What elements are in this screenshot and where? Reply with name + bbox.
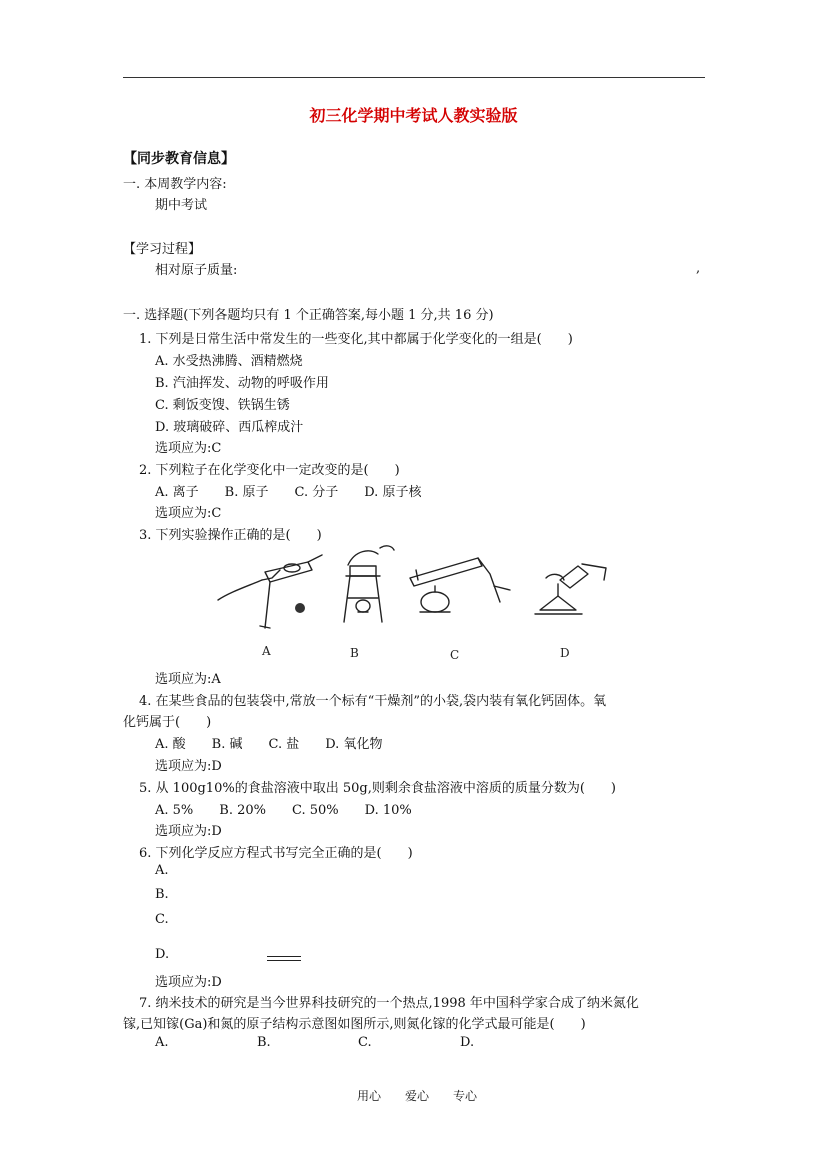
question-6-stem: 6. 下列化学反应方程式书写完全正确的是( ): [139, 846, 413, 861]
question-6-option-c: C.: [155, 912, 169, 927]
document-title: 初三化学期中考试人教实验版: [309, 106, 518, 125]
section-process-heading: 【学习过程】: [123, 242, 202, 257]
question-5-answer: 选项应为:D: [155, 824, 222, 839]
question-5-stem: 5. 从 100g10%的食盐溶液中取出 50g,则剩余食盐溶液中溶质的质量分数为( ): [139, 781, 616, 796]
content-value: 期中考试: [155, 198, 208, 213]
figure-a-test-tube: [218, 555, 322, 628]
question-6-option-b: B.: [155, 887, 169, 902]
question-2-options: A. 离子 B. 原子 C. 分子 D. 原子核: [155, 485, 422, 500]
question-7-option-a: A.: [155, 1035, 169, 1050]
question-1-option-c: C. 剩饭变馊、铁锅生锈: [155, 398, 290, 413]
question-7-stem-line1: 7. 纳米技术的研究是当今世界科技研究的一个热点,1998 年中国科学家合成了纳米氮化: [139, 996, 639, 1011]
question-7-option-b: B.: [257, 1035, 271, 1050]
question-5-options: A. 5% B. 20% C. 50% D. 10%: [155, 803, 412, 818]
question-6-option-a: A.: [155, 863, 169, 878]
figure-c-alcohol-lamp: [410, 558, 510, 612]
atomic-mass-trailing: ,: [696, 261, 701, 276]
question-2-stem: 2. 下列粒子在化学变化中一定改变的是( ): [139, 463, 400, 478]
figure-label-a: A: [262, 644, 271, 658]
question-7-stem-line2: 镓,已知镓(Ga)和氮的原子结构示意图如图所示,则氮化镓的化学式最可能是( ): [123, 1017, 586, 1032]
question-6-answer: 选项应为:D: [155, 975, 222, 990]
content-line: 一. 本周教学内容:: [123, 177, 227, 192]
atomic-mass-label: 相对原子质量:: [155, 263, 238, 278]
figure-label-c: C: [450, 648, 460, 662]
question-3-stem: 3. 下列实验操作正确的是( ): [139, 528, 322, 543]
question-1-stem: 1. 下列是日常生活中常发生的一些变化,其中都属于化学变化的一组是( ): [139, 332, 573, 347]
question-7-option-c: C.: [358, 1035, 372, 1050]
figure-label-d: D: [560, 646, 570, 660]
part-one-header: 一. 选择题(下列各题均只有 1 个正确答案,每小题 1 分,共 16 分): [123, 308, 494, 323]
question-4-stem-line2: 化钙属于( ): [123, 715, 212, 730]
header-rule: [123, 77, 705, 78]
figure-label-b: B: [350, 646, 359, 660]
question-7-option-d: D.: [460, 1035, 475, 1050]
figure-b-tripod-heating: [344, 546, 394, 622]
question-1-option-d: D. 玻璃破碎、西瓜榨成汁: [155, 420, 304, 435]
question-4-answer: 选项应为:D: [155, 759, 222, 774]
figure-d-pouring-flask: [535, 564, 606, 614]
section-info-heading: 【同步教育信息】: [123, 151, 235, 167]
lab-apparatus-figure: [210, 540, 610, 630]
question-2-answer: 选项应为:C: [155, 506, 222, 521]
question-1-option-b: B. 汽油挥发、动物的呼吸作用: [155, 376, 329, 391]
equals-sign-mark: [267, 956, 301, 961]
question-6-option-d: D.: [155, 947, 170, 962]
page-footer: 用心 爱心 专心: [357, 1089, 478, 1103]
question-1-option-a: A. 水受热沸腾、酒精燃烧: [155, 354, 303, 369]
question-1-answer: 选项应为:C: [155, 441, 222, 456]
question-3-answer: 选项应为:A: [155, 672, 221, 687]
question-4-options: A. 酸 B. 碱 C. 盐 D. 氧化物: [155, 737, 383, 752]
question-4-stem-line1: 4. 在某些食品的包装袋中,常放一个标有“干燥剂”的小袋,袋内装有氧化钙固体。氧: [139, 694, 607, 709]
